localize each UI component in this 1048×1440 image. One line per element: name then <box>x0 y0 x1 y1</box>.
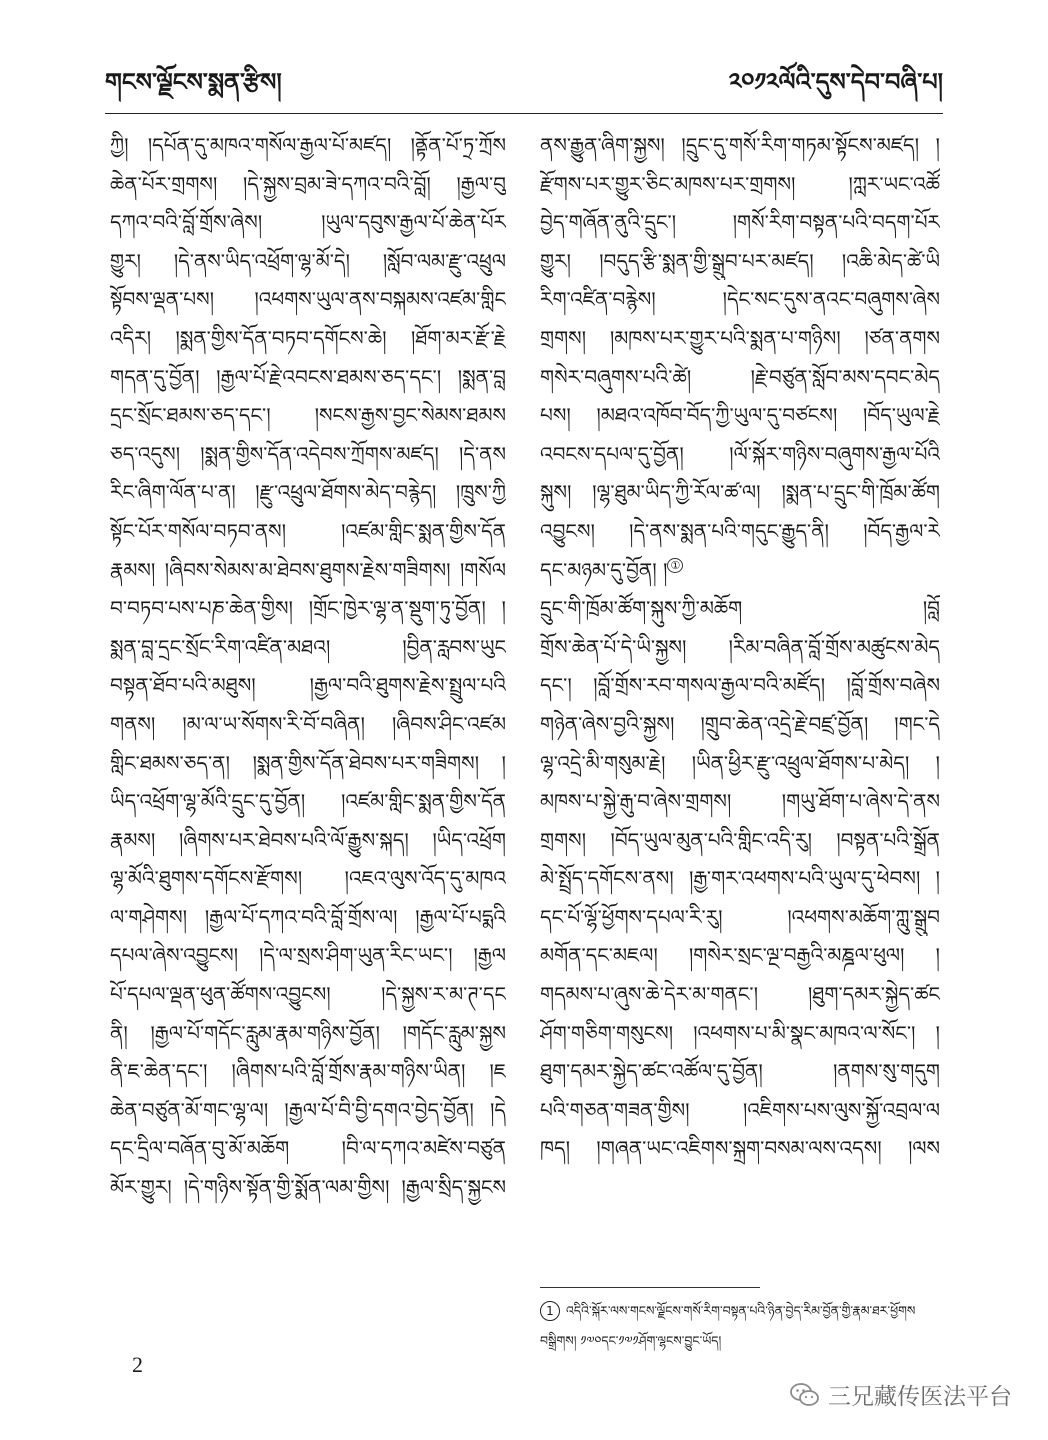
text-line: རིག་འཛིན་བརྙེས། །དེང་སང་དུས་ནའང་བཞུགས་ཞེས <box>540 287 940 312</box>
text-line: ཆེན་བཙུན་མོ་གང་ལྷ་ལ། །རྒྱལ་པོ་བི་བྱི་དགའ་བྱེད་བྱོན། །དེ <box>110 1097 506 1122</box>
right-text-column <box>540 126 940 1168</box>
text-line: ཀྱི། །དཔོན་དུ་མཁའ་གསོལ་རྒྱལ་པོ་མཛད། །ནྟོན་པོ་ཏྲ་ཀྲོས <box>110 133 506 157</box>
text-line: གྲོས་ཆེན་པོ་དེ་ཡི་སྐྱས། །རིམ་བཞིན་བློ་གྲོས་མཚུངས་མེད <box>540 634 940 659</box>
text-line: ཡིད་འཕྲོག་ལྷ་མོའི་དྲུང་དུ་བྱོན། །འཛམ་གླིང་སྨན་གྱིས་དོན <box>110 789 506 814</box>
text-line: རིང་ཞིག་ལོན་པ་ན། །རྫུ་འཕྲུལ་ཐོགས་མེད་བརྙེད། །ཁྲུས་ཀྱི <box>110 480 506 505</box>
text-line: མཁས་པ་སྐྱེ་རྒུ་བ་ཞེས་གྲགས། །གཡུ་ཐོག་པ་ཞེས་དེ་ནས <box>540 789 940 814</box>
text-line: གྱུར། །བདུད་རྩི་སྨན་གྱི་སྒྲུབ་པར་མཛད། །འཆི་མེད་ཚེ་ཡི <box>540 248 940 273</box>
text-line: ནི། །རྒྱལ་པོ་གདོང་རླུམ་རྣམ་གཉིས་བྱོན། །གདོང་རླུམ་སྐྱས <box>110 1020 506 1045</box>
text-line: གླིང་ཐམས་ཅད་ན། །སྨན་གྱིས་དོན་ཐེབས་པར་གཟིགས། ། <box>110 750 506 775</box>
text-line: པོ་དཔལ་ལྡན་ཕུན་ཚོགས་འབྱུངས། །དེ་སྐྱས་ར་མ་ཊ་དང <box>110 982 506 1007</box>
text-line: ནས་རྒྱུན་ཞིག་སྐྱས། །དྲུང་དུ་གསོ་རིག་གཏམ་སྟོངས་མཛད། ། <box>540 133 940 157</box>
text-line: དྲུང་གི་ཁྲོམ་ཚོག་སྐུས་ཀྱི་མཆོག །བློ <box>540 596 940 621</box>
running-header <box>105 66 943 112</box>
text-line: པའི་གཅན་གཟན་གྱིས། །འཇིགས་པས་ལུས་སྐྱོ་འབྲལ་ལ <box>540 1097 940 1122</box>
footnote-rule <box>540 1287 760 1288</box>
footnote-line-1 <box>540 1296 945 1326</box>
text-line: འབངས་དཔལ་དུ་བྱོན། །ལོ་སྐོར་གཉིས་བཞུགས་རྒྱལ་པོའི <box>540 441 940 466</box>
left-text-column <box>110 126 506 1207</box>
text-line: རྫོགས་པར་གྱུར་ཅིང་མཁས་པར་གྲགས། །ཀླར་ཡང་འཚོ <box>540 171 940 196</box>
text-line: མགོན་དང་མཇལ། །གསེར་སྲང་ལྔ་བརྒྱའི་མཎྜལ་ཕུལ། ། <box>540 943 940 968</box>
text-line: བསྟན་ཐོབ་པའི་མཐུས། །རྒྱལ་བའི་ཐུགས་རྗེས་སྤྲུལ་པའི <box>110 673 506 698</box>
text-line: སྟོབས་ལྡན་པས། །འཕགས་ཡུལ་ནས་བསྐམས་འཛམ་གླིང <box>110 287 506 312</box>
text-line: སྨན་བླ་དྲང་སྲོང་རིག་འཛིན་མཐའ། །བྱིན་རླབས་ཡུང <box>110 634 506 659</box>
text-line: རྣམས། །ཞིབས་སེམས་མ་ཐེབས་ཐུགས་རྗེས་གཟིགས། །གསོལ <box>110 557 506 582</box>
text-line: རྣམས། །ཞིགས་པར་ཐེབས་པའི་ལོ་རྒྱུས་སྐད། །ཡིད་འཕྲོག <box>110 827 506 852</box>
text-line: དཔལ་ཞེས་འབྱུངས། །དེ་ལ་སྲས་ཤིག་ཡུན་རིང་ཡང་། །རྒྱལ <box>110 943 506 968</box>
text-line: ཁད། །གཞན་ཡང་འཇིགས་སྐྲག་བསམ་ལས་འདས། །ལས <box>540 1136 940 1161</box>
text-line: པས། །མཐའ་འཁོབ་བོད་ཀྱི་ཡུལ་དུ་བཙངས། །བོད་ཡུལ་རྗེ <box>540 403 940 428</box>
text-line: ཅད་འདུས། །སྨན་གྱིས་དོན་འདེབས་ཀྲོགས་མཛད། །དེ་ནས <box>110 441 506 466</box>
text-line <box>540 551 940 590</box>
text-line: མེ་སྤྲོད་དགོངས་ནས། །རྒྱ་གར་འཕགས་པའི་ཡུལ་དུ་ཕེབས། ། <box>540 866 940 891</box>
text-line: གྲགས། །མཁས་པར་གྱུར་པའི་སྨན་པ་གཉིས། །ཙན་ནགས <box>540 325 940 350</box>
text-fragment: དང་མཉམ་དུ་བྱོན། ། <box>540 557 668 582</box>
watermark-text: 三兄藏传医法平台 <box>828 1384 1012 1410</box>
text-line: དང་དྲིལ་བཞོན་བུ་མོ་མཆོག །བི་ལ་དཀའ་མཛེས་བཙུན <box>110 1136 506 1161</box>
text-line: ལ་གཤེགས། །རྒྱལ་པོ་དཀའ་བའི་བློ་གྲོས་ལ། །རྒྱལ་པོ་པདྨའི <box>110 904 506 929</box>
text-line: ཆེན་པོར་གྲགས། །དེ་སྐྱས་བྲམ་ཟེ་དཀའ་བའི་བློ། །རྒྱལ་བུ <box>110 171 506 196</box>
text-line: དང་། །བློ་གྲོས་རབ་གསལ་རྒྱལ་བའི་མཛོད། །བློ་གྲོས་བཞེས <box>540 673 940 698</box>
text-line: ཐུག་དམར་སྐྱེད་ཚང་འཚོལ་དུ་བྱོན། །ནགས་སུ་གདུག <box>540 1059 940 1084</box>
text-line: བ་བཏབ་པས་པཎ་ཆེན་གྱིས། །གྲོང་ཁྱེར་ལྷ་ན་སྡུག་ཏུ་བྱོན། ། <box>110 596 506 621</box>
watermark <box>790 1378 1012 1411</box>
text-line: སྟོང་པོར་གསོལ་བཏབ་ནས། །འཛམ་གླིང་སྨན་གྱིས་དོན <box>110 518 506 543</box>
text-line: ནི་ཇ་ཆེན་དང་། །ཞིགས་པའི་བློ་གྲོས་རྣམ་གཉིས་ཡིན། །ཇ <box>110 1059 506 1084</box>
footnote <box>540 1296 945 1356</box>
text-line: གདམས་པ་ཞུས་ཆེ་དེར་མ་གནང་། །ཐུག་དམར་སྐྱེད་ཚང <box>540 982 940 1007</box>
footnote-text-1: འདིའི་སྐོར་ལས་གངས་ལྗོངས་གསོ་རིག་བསྟན་པའི་ཉིན་བྱེད་རིམ་བྱོན་གྱི་རྣམ་ཐར་ཕྱོགས <box>566 1303 916 1318</box>
text-line: དྲང་སྲོང་ཐམས་ཅད་དང་། །སངས་རྒྱས་བྱང་སེམས་ཐམས <box>110 403 506 428</box>
text-line: གནས། །མ་ལ་ཡ་སོགས་རི་བོ་བཞིན། །ཞིབས་ཤིང་འཛམ <box>110 711 506 736</box>
header-rule <box>105 113 943 114</box>
text-line: ལྷ་མོའི་ཐུགས་དགོངས་རྫོགས། །འཇའ་ལུས་འོད་དུ་མཁའ <box>110 866 506 891</box>
text-line: འདིར། །སྨན་གྱིས་དོན་བཏབ་དགོངས་ཆེ། །ཐོག་མར་རྫོ་རྗེ <box>110 325 506 350</box>
text-line: གདན་དུ་བྱོན། །རྒྱལ་པོ་རྗེ་འབངས་ཐམས་ཅད་དང་། །སྨན་བླ <box>110 364 506 389</box>
text-line: གྱུར། །དེ་ནས་ཡིད་འཕྲོག་ལྷ་མོ་དེ། །སློབ་ལམ་རྫུ་འཕྲུལ <box>110 248 506 273</box>
text-line: གཉེན་ཞེས་བྱའི་སྐྱས། །གྲུབ་ཆེན་འདྲེ་རྗེ་བཛྲ་བྱོན། །གང་དེ <box>540 711 940 736</box>
header-left-title: གངས་ལྗོངས་སྨན་རྩིས། <box>105 66 282 96</box>
text-line: གྲགས། །བོད་ཡུལ་མུན་པའི་གླིང་འདི་རུ། །བསྟན་པའི་སྒྲོན <box>540 827 940 852</box>
wechat-icon <box>790 1382 820 1408</box>
footnote-number: 1 <box>540 1301 560 1321</box>
text-line: མོར་གྱུར། །དེ་གཉིས་སྟོན་གྱི་སྨོན་ལམ་གྱིས། །རྒྱལ་སྲིད་སྐྱངས <box>110 1175 506 1200</box>
text-line: འབྱུངས། །དེ་ནས་སྨན་པའི་གདུང་རྒྱུད་ནི། །བོད་རྒྱལ་རེ <box>540 518 940 543</box>
text-line: ལྷ་འདྲེ་མི་གསུམ་རྗེ། །ཡིན་ཕྱིར་རྫུ་འཕྲུལ་ཐོགས་པ་མེད། ། <box>540 750 940 775</box>
text-line: གསེར་བཞུགས་པའི་ཚེ། །རྗེ་བཙུན་སློབ་མས་དབང་མེད <box>540 364 940 389</box>
text-line: ཤོག་གཅིག་གསུངས། །འཕགས་པ་མི་སྣང་མཁའ་ལ་སོང་། ། <box>540 1020 940 1045</box>
page-number: 2 <box>132 1352 143 1377</box>
footnote-line-2: བསྒྲིགས། ༡༧༠དང་༡༧༡ཤོག་ལྷངས་བྱུང་ཡོད། <box>540 1333 722 1348</box>
text-line: དང་པོ་ལྷོ་ཕྱོགས་དཔལ་རི་རུ། །འཕགས་མཆོག་ཀླུ་སྒྲུབ <box>540 904 940 929</box>
text-line: དཀའ་བའི་བློ་གྲོས་ཞེས། །ཡུལ་དབུས་རྒྱལ་པོ་ཆེན་པོར <box>110 210 506 235</box>
header-right-title: ༢༠༡༢ལོའི་དུས་དེབ་བཞི་པ། <box>728 66 943 96</box>
footnote-marker: ① <box>667 558 683 573</box>
text-line: སྐུས། །ལྷ་ཐུམ་ཡིད་ཀྱི་རོལ་ཚ་ལ། །སྨན་པ་དྲུང་གི་ཁྲོམ་ཚོག <box>540 480 940 505</box>
text-line: བྱེད་གཞོན་ནུའི་དྲུང་། །གསོ་རིག་བསྟན་པའི་བདག་པོར <box>540 210 940 235</box>
